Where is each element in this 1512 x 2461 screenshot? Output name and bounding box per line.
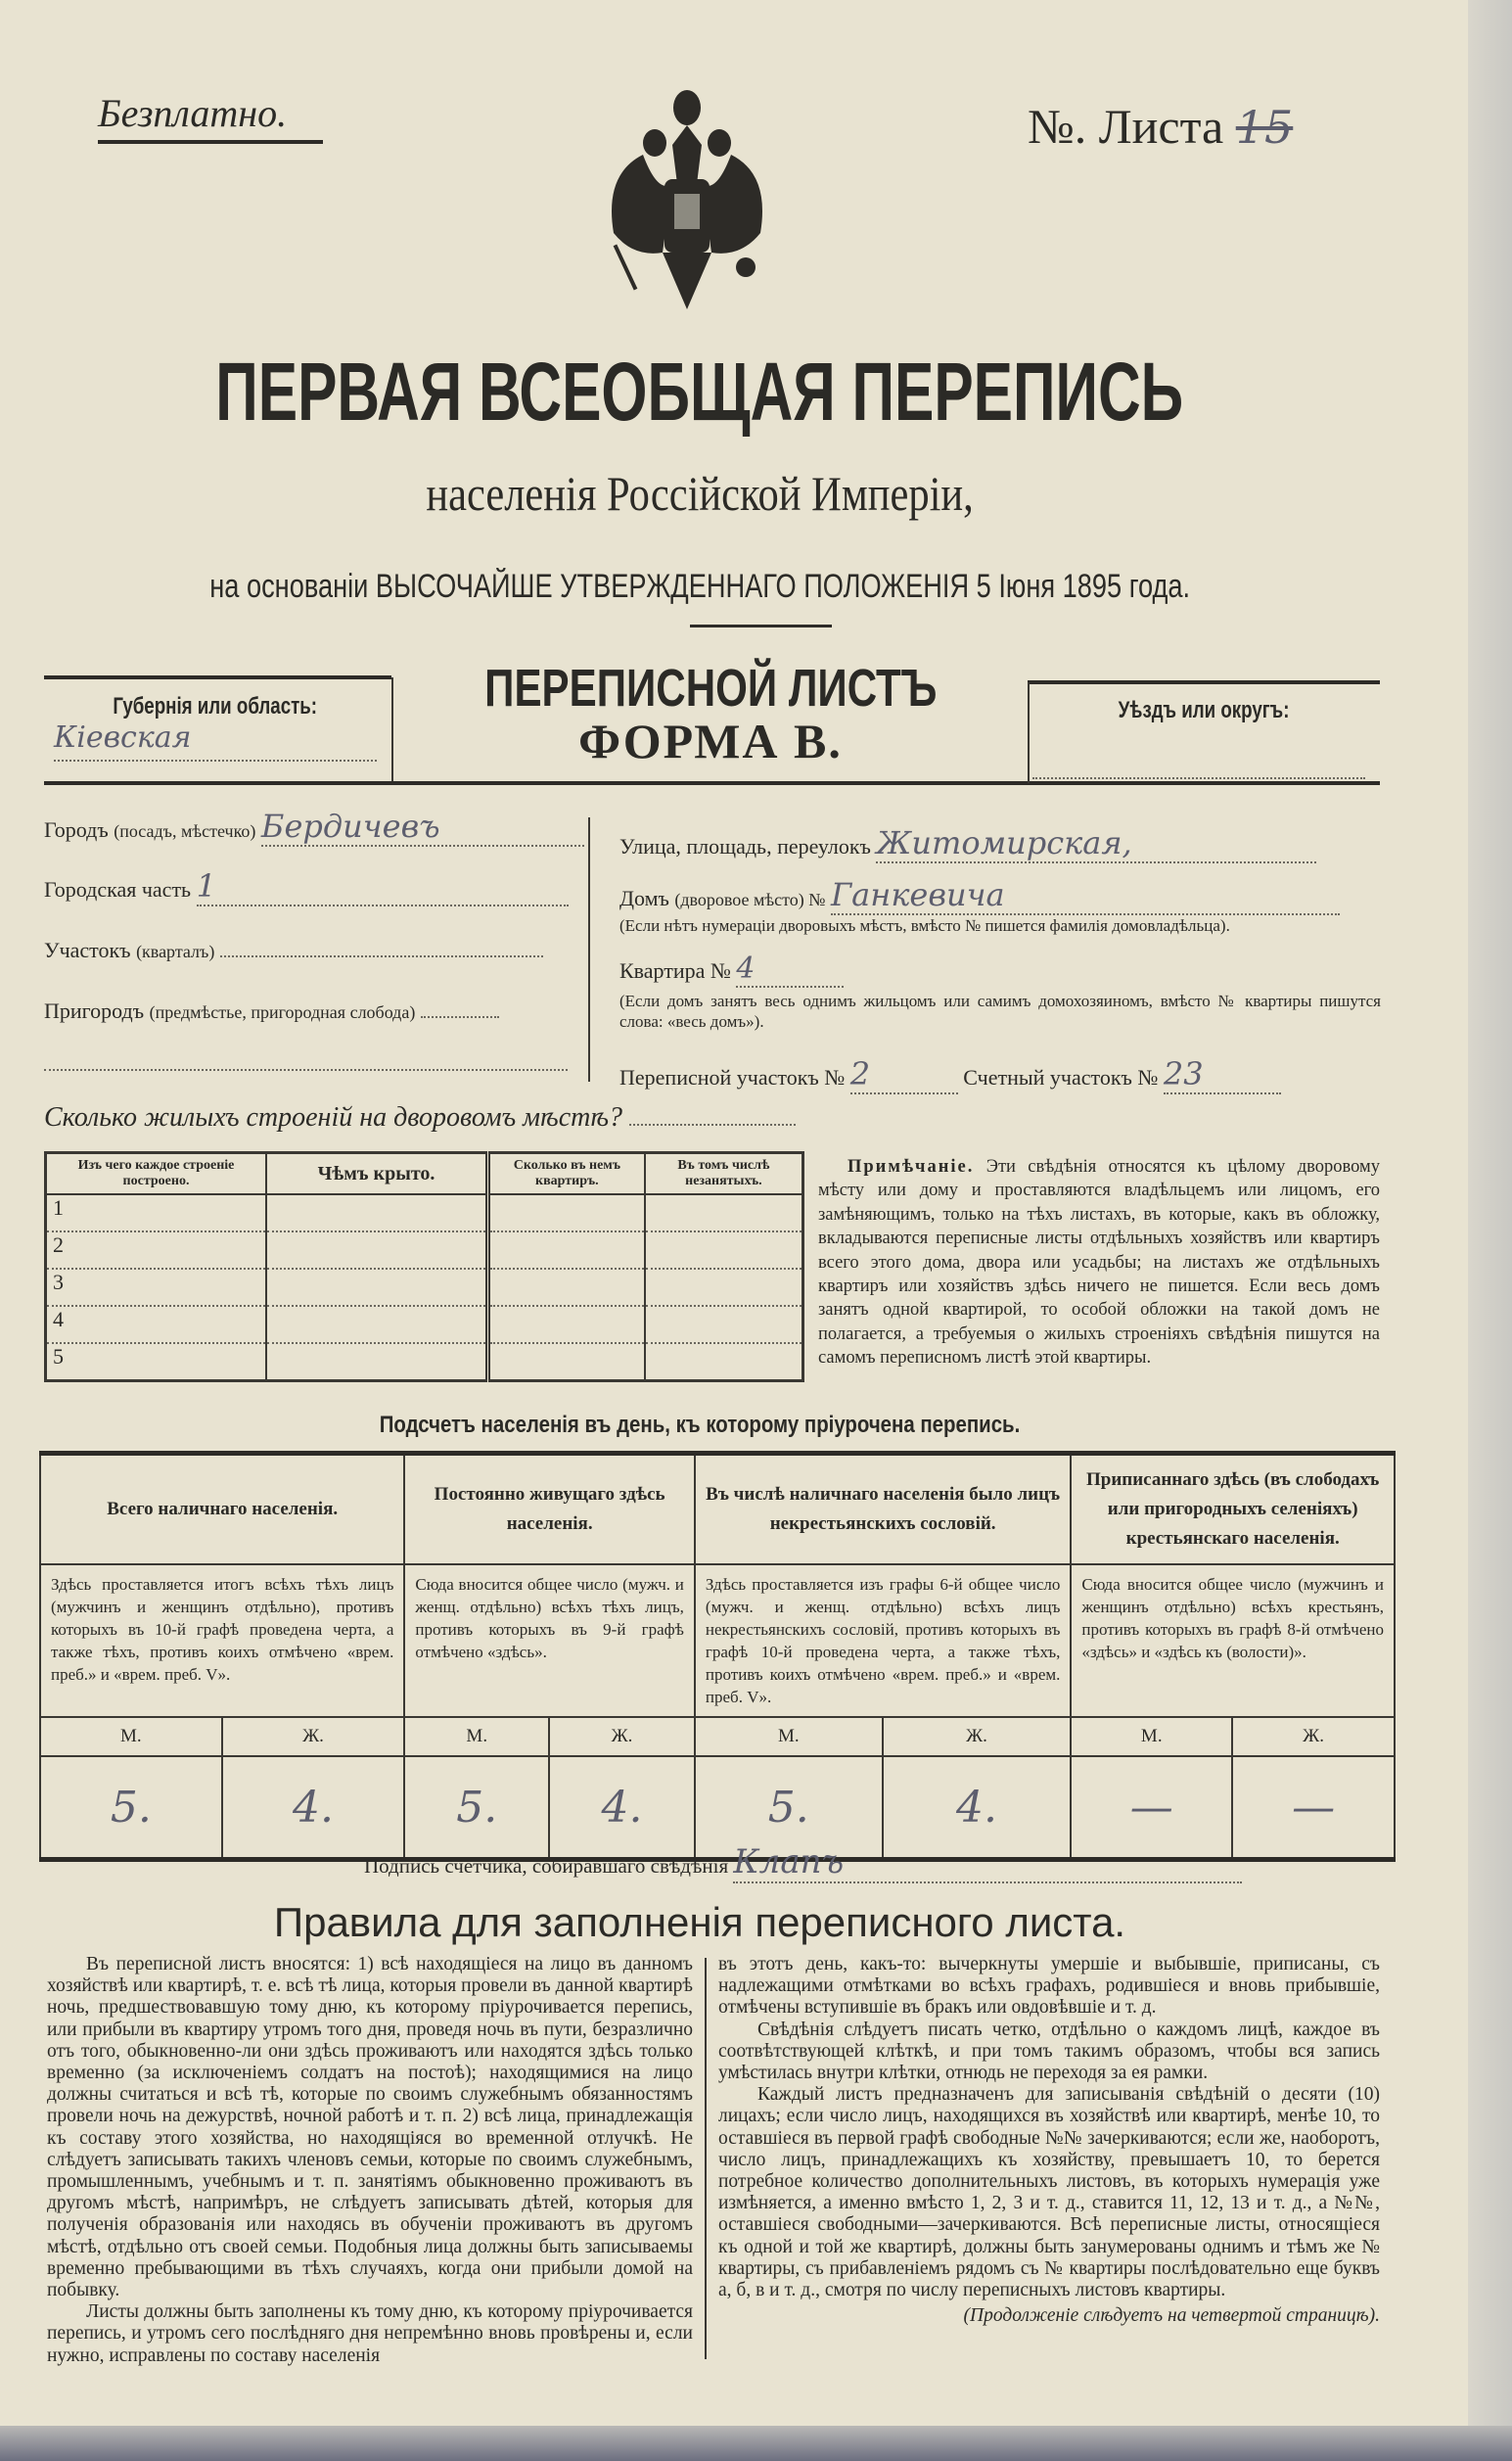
- page-title: [0, 345, 1399, 440]
- column-header: Приписаннаго здѣсь (въ слободахъ или пригородныхъ селеніяхъ) крестьянскаго населенія.: [1071, 1454, 1395, 1565]
- buildings-question[interactable]: [44, 1102, 796, 1134]
- count-heading: [0, 1412, 1399, 1439]
- street-label: Улица, площадь, переулокъ: [619, 834, 871, 859]
- district-label: Уѣздъ или округъ:: [1118, 697, 1290, 723]
- apartment-value: 4: [736, 952, 844, 988]
- divider: [1028, 680, 1380, 684]
- page-edge: [0, 2426, 1512, 2461]
- district-field[interactable]: [1032, 697, 1375, 784]
- street-value: Житомирская,: [876, 824, 1316, 863]
- female-count[interactable]: 4.: [549, 1756, 695, 1860]
- note-block: [818, 1155, 1380, 1370]
- rules-left-column: [47, 1954, 693, 2367]
- extra-line[interactable]: [44, 1069, 568, 1071]
- male-count[interactable]: 5.: [404, 1756, 549, 1860]
- table-row: [40, 1564, 1395, 1717]
- census-area-label: Переписной участокъ №: [619, 1065, 846, 1090]
- apartment-field[interactable]: [619, 952, 844, 988]
- table-row[interactable]: [46, 1343, 803, 1381]
- buildings-table: [44, 1151, 804, 1382]
- table-row[interactable]: [46, 1306, 803, 1343]
- rules-right-column: [718, 1954, 1380, 2327]
- signature-label: Подпись счетчика, собиравшаго свѣдѣнія: [364, 1854, 729, 1878]
- female-count[interactable]: 4.: [883, 1756, 1072, 1860]
- table-header: [40, 1454, 1395, 1565]
- male-count[interactable]: 5.: [40, 1756, 222, 1860]
- apartment-label: Квартира №: [619, 958, 731, 983]
- column-description: Сюда вносится общее число (мужчинъ и женщинъ отдѣльно) всѣхъ крестьянъ, противъ которыхъ въ графѣ 8-й отмѣчено «здѣсь» и «здѣсь къ (волости)».: [1071, 1564, 1395, 1717]
- divider: [588, 817, 590, 1082]
- divider: [690, 625, 832, 627]
- rules-paragraph: въ этотъ день, какъ-то: вычеркнуты умершіе и выбывшіе, приписаны, съ надлежащими отмѣтками во всѣхъ графахъ, родившіеся и вновь прибывшіе, отмѣчены вступившіе въ бракъ или овдовѣвшіе и т. д.: [718, 1954, 1380, 2019]
- female-label: Ж.: [1232, 1717, 1395, 1756]
- male-count[interactable]: 5.: [695, 1756, 883, 1860]
- page-edge: [1468, 0, 1512, 2461]
- free-label: [98, 90, 323, 144]
- sheet-heading-title: ПЕРЕПИСНОЙ ЛИСТЪ: [483, 659, 938, 718]
- rules-paragraph: Свѣдѣнія слѣдуетъ писать четко, отдѣльно о каждомъ лицѣ, каждое въ соотвѣтствующей клѣткѣ, и при томъ такимъ образомъ, чтобы вся запись умѣстилась внутри клѣтки, отнюдь не переходя за ея рамки.: [718, 2019, 1380, 2084]
- page-title-text: ПЕРВАЯ ВСЕОБЩАЯ ПЕРЕПИСЬ: [215, 346, 1184, 438]
- male-label: М.: [1071, 1717, 1232, 1756]
- census-area-value: 2: [850, 1055, 958, 1094]
- row-number: 1: [46, 1194, 267, 1231]
- count-area-value: 23: [1164, 1055, 1281, 1094]
- precinct-field[interactable]: [44, 938, 543, 963]
- house-hint: (Если нѣтъ нумераціи дворовыхъ мѣстъ, вмѣсто № пишется фамилія домовладѣльца).: [619, 916, 1230, 935]
- buildings-question-text: Сколько жилыхъ строеній на дворовомъ мѣстѣ?: [44, 1102, 623, 1133]
- column-header: Постоянно живущаго здѣсь населенія.: [404, 1454, 695, 1565]
- divider: [705, 1958, 707, 2359]
- divider: [44, 675, 391, 679]
- sheet-number: [1028, 98, 1293, 155]
- note-text: Эти свѣдѣнія относятся къ цѣлому дворовому мѣсту или дому и проставляются владѣльцемъ или лицомъ, его замѣняющимъ, только на тѣхъ листахъ, въ которые, какъ въ обложку, вкладываются переписные листы отдѣльныхъ хозяйствъ или квартиръ всего этого дома, двора или усадьбы; на листахъ же отдѣльныхъ квартиръ или хозяйствъ здѣсь ничего не пишется. Если весь домъ занятъ одной квартирой, то особой обложки на такой домъ не полагается, а требуемыя о жилыхъ строеніяхъ свѣдѣнія пишутся на самомъ переписномъ листѣ этой квартиры.: [818, 1157, 1380, 1369]
- precinct-note: (кварталъ): [136, 942, 215, 961]
- province-label: Губернія или область:: [113, 693, 318, 720]
- page-subtitle: [0, 465, 1399, 522]
- city-part-field[interactable]: [44, 867, 569, 906]
- column-header: Сколько въ немъ квартиръ.: [488, 1153, 645, 1195]
- table-row[interactable]: [46, 1194, 803, 1231]
- female-label: Ж.: [222, 1717, 405, 1756]
- form-name: ФОРМА В.: [578, 714, 843, 768]
- male-count[interactable]: —: [1071, 1756, 1232, 1860]
- column-header: Всего наличнаго населенія.: [40, 1454, 404, 1565]
- house-label: Домъ: [619, 886, 669, 910]
- column-header: Чѣмъ крыто.: [266, 1153, 488, 1195]
- sheet-number-value: 15: [1235, 101, 1294, 154]
- suburb-label: Пригородъ: [44, 998, 145, 1023]
- rules-paragraph: Въ переписной листъ вносятся: 1) всѣ находящіеся на лицо въ данномъ хозяйствѣ или квартирѣ, т. е. всѣ тѣ лица, которыя провели въ данной квартирѣ ночь, предшествовавшую тому дню, къ которому пріурочивается перепись, или прибыли въ квартиру утромъ того дня, проведя ночь въ пути, безразлично отъ того, обыкновенно-ли они здѣсь проживаютъ или находятся здѣсь только временно (за исключеніемъ солдатъ на постоѣ); находящимися на лицо должны считаться и всѣ тѣ, которые по своимъ служебнымъ обязанностямъ провели ночь на дежурствѣ, ночной работѣ и т. п. 2) всѣ лица, принадлежащія къ составу этого хозяйства, но находящіяся во временной отлучкѣ. Не слѣдуетъ записывать такихъ членовъ семьи, которые по своимъ служебнымъ, промышленнымъ, учебнымъ и т. п. занятіямъ обыкновенно проживаютъ въ другомъ мѣстѣ, напримѣръ, не слѣдуетъ записывать дѣтей, которыя для полученія образованія или находясь въ обученіи проживаютъ въ другомъ мѣстѣ, отдѣльно отъ своей семьи. Подобныя лица должны быть записываемы временно пребывающими въ тѣхъ случаяхъ, когда они прибыли домой на побывку.: [47, 1954, 693, 2301]
- column-description: Сюда вносится общее число (мужч. и женщ. отдѣльно) всѣхъ тѣхъ лицъ, противъ которыхъ въ 9-й графѣ отмѣчено «здѣсь».: [404, 1564, 695, 1717]
- table-row: [40, 1717, 1395, 1756]
- row-number: 2: [46, 1231, 267, 1269]
- province-field[interactable]: [44, 685, 387, 762]
- city-label: Городъ: [44, 817, 109, 842]
- sheet-heading: [393, 658, 1028, 769]
- male-label: М.: [404, 1717, 549, 1756]
- table-header: [46, 1153, 803, 1195]
- female-label: Ж.: [549, 1717, 695, 1756]
- rules-paragraph: Листы должны быть заполнены къ тому дню, къ которому пріурочивается перепись, и утромъ сего послѣдняго дня непремѣнно вновь провѣрены и, если нужно, исправлены по составу населенія: [47, 2301, 693, 2366]
- legal-basis: [0, 568, 1399, 606]
- note-label: Примѣчаніе.: [848, 1157, 975, 1177]
- signature-value: Клапъ: [733, 1842, 1242, 1883]
- divider: [1028, 682, 1030, 783]
- precinct-label: Участокъ: [44, 938, 131, 962]
- table-row[interactable]: [46, 1231, 803, 1269]
- male-label: М.: [695, 1717, 883, 1756]
- house-value: Ганкевича: [831, 876, 1340, 915]
- legal-basis-text: на основаніи ВЫСОЧАЙШЕ УТВЕРЖДЕННАГО ПОЛОЖЕНІЯ 5 Іюня 1895 года.: [209, 568, 1190, 605]
- double-headed-eagle-icon: [604, 86, 770, 313]
- apartment-hint: (Если домъ занятъ весь однимъ жильцомъ или самимъ домохозяиномъ, вмѣсто № квартиры пишутся слова: «весь домъ»).: [619, 992, 1381, 1031]
- continued-note: (Продолженіе слѣдуетъ на четвертой страницѣ).: [963, 2305, 1380, 2327]
- street-field[interactable]: [619, 824, 1316, 863]
- city-value: Бердичевъ: [261, 808, 584, 847]
- census-area-field[interactable]: [619, 1055, 1281, 1094]
- signature-field[interactable]: [364, 1842, 1242, 1883]
- column-header: Изъ чего каждое строеніе построено.: [46, 1153, 267, 1195]
- house-note: (дворовое мѣсто) №: [674, 890, 826, 909]
- rules-paragraph: Каждый листъ предназначенъ для записыванія свѣдѣній о десяти (10) лицахъ; если число лицъ, находящихся въ хозяйствѣ или квартирѣ, менѣе 10, то оставшіеся въ первой графѣ свободные №№ зачеркиваются; если же, наоборотъ, число лицъ, принадлежащихъ къ хозяйству, превышаетъ 10, то берется потребное количество дополнительныхъ листовъ, въ которыхъ нумерація уже измѣняется, а именно вмѣсто 1, 2, 3 и т. д., ставится 11, 12, 13 и т. д., а №№, оставшіеся свободными—зачеркиваются. Всѣ переписные листы, относящіеся къ одной и той же квартирѣ, должны быть занумерованы однимъ и тѣмъ же № квартиры, съ прибавленіемъ рядомъ съ № квартиры послѣдовательно еще буквъ а, б, в и т. д., смотря по числу переписныхъ листовъ квартиры.: [718, 2084, 1380, 2301]
- column-description: Здѣсь проставляется итогъ всѣхъ тѣхъ лицъ (мужчинъ и женщинъ отдѣльно), противъ которыхъ въ 10-й графѣ проведена черта, а также тѣхъ, противъ коихъ отмѣчено «врем. преб.» и «врем. преб. V».: [40, 1564, 404, 1717]
- female-count[interactable]: 4.: [222, 1756, 405, 1860]
- city-part-value: 1: [197, 867, 569, 906]
- rules-heading: Правила для заполненія переписного листа.: [273, 1899, 1126, 1945]
- column-description: Здѣсь проставляется изъ графы 6-й общее число (мужч. и женщ. отдѣльно) всѣхъ лицъ некрестьянскихъ сословій, противъ которыхъ въ графѣ 10-й проведена черта, а также тѣхъ, противъ коихъ отмѣчено «врем. преб.» и «врем. преб. V».: [695, 1564, 1071, 1717]
- city-field[interactable]: [44, 808, 584, 847]
- free-label-text: Безплатно.: [98, 91, 288, 135]
- female-count[interactable]: —: [1232, 1756, 1395, 1860]
- row-number: 5: [46, 1343, 267, 1381]
- city-note: (посадъ, мѣстечко): [114, 821, 256, 841]
- column-header: Въ томъ числѣ незанятыхъ.: [645, 1153, 803, 1195]
- row-number: 3: [46, 1269, 267, 1306]
- city-part-label: Городская часть: [44, 877, 192, 902]
- page-subtitle-text: населенія Россійской Имперіи,: [426, 466, 974, 521]
- suburb-note: (предмѣстье, пригородная слобода): [149, 1002, 416, 1022]
- female-label: Ж.: [883, 1717, 1072, 1756]
- suburb-field[interactable]: [44, 998, 499, 1024]
- house-field[interactable]: [619, 876, 1340, 915]
- population-count-table: [39, 1451, 1396, 1862]
- count-area-label: Счетный участокъ №: [963, 1065, 1159, 1090]
- male-label: М.: [40, 1717, 222, 1756]
- row-number: 4: [46, 1306, 267, 1343]
- district-value: [1032, 728, 1365, 779]
- sheet-number-label: №. Листа: [1028, 99, 1224, 154]
- province-value: Кіевская: [54, 720, 377, 762]
- free-label-underline: [98, 140, 323, 144]
- count-heading-text: Подсчетъ населенія въ день, къ которому пріурочена перепись.: [379, 1412, 1021, 1438]
- table-row[interactable]: [46, 1269, 803, 1306]
- column-header: Въ числѣ наличнаго населенія было лицъ некрестьянскихъ сословій.: [695, 1454, 1071, 1565]
